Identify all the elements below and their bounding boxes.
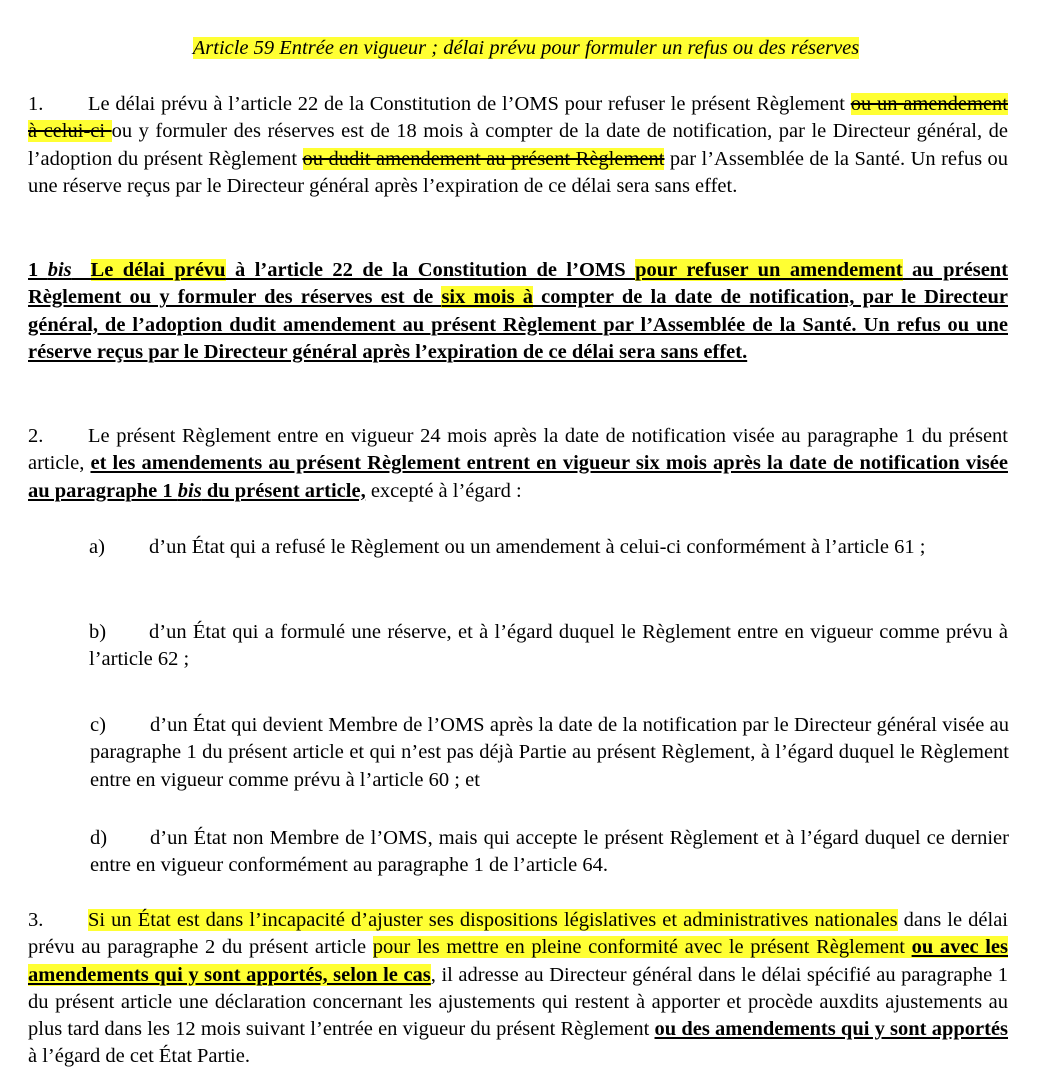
item-a-text: d’un État qui a refusé le Règlement ou un amendement à celui-ci conformément à l’article 61 ; [149, 536, 926, 558]
article-title-text: Article 59 Entrée en vigueur ; délai prévu pour formuler un refus ou des réserves [192, 37, 860, 59]
p1-deleted-2: ou dudit amendement au présent Règlement [302, 147, 665, 170]
paragraph-3-number: 3. [28, 909, 44, 931]
item-d-text: d’un État non Membre de l’OMS, mais qui accepte le présent Règlement et à l’égard duquel ce dernier entre en vigueur conformément au paragraphe 1 de l’article 64. [90, 827, 1009, 877]
paragraph-2-number: 2. [28, 425, 44, 447]
item-b-label: b) [89, 621, 107, 643]
p2-insert-1: et les amendements au présent Règlement entrent en vigueur six mois après la date de notification visée au paragraphe 1 [28, 452, 1008, 502]
item-a-label: a) [89, 536, 105, 558]
paragraph-3 [28, 907, 1008, 1071]
p1-deleted-1: ou un amendement à celui-ci [28, 93, 1009, 143]
p3-text-1: dans le délai prévu au paragraphe 2 du présent article [28, 909, 1008, 959]
p3-insert: ou des amendements qui y sont apportés [654, 1018, 1008, 1041]
item-c-text: d’un État qui devient Membre de l’OMS après la date de la notification par le Directeur général visée au paragraphe 1 du présent article et qui n’est pas déjà Partie au présent Règlement, à l’égard duquel le Règlement entre en vigueur comme prévu à l’article 60 ; et [90, 714, 1009, 791]
p1bis-text-2: à l’article 22 de la Constitution de l’OMS [225, 259, 636, 281]
paragraph-1-number: 1. [28, 93, 44, 115]
p2-text-1: Le présent Règlement entre en vigueur 24 mois après la date de notification visée au paragraphe 1 du présent article, [28, 425, 1008, 475]
p3-text-3: à l’égard de cet État Partie. [28, 1045, 250, 1068]
p2-insert-2: du présent article, [201, 479, 366, 502]
p3-highlight-1: Si un État est dans l’incapacité d’ajuster ses dispositions législatives et administratives nationales [88, 909, 898, 931]
item-b-text: d’un État qui a formulé une réserve, et à l’égard duquel le Règlement entre en vigueur comme prévu à l’article 62 ; [89, 621, 1008, 671]
item-d [90, 825, 1009, 880]
p2-text-2: excepté à l’égard : [365, 479, 522, 502]
item-a [89, 534, 1008, 561]
p1bis-highlight-3: six mois à [441, 286, 533, 309]
p1bis-highlight-2: pour refuser un amendement [635, 259, 903, 281]
article-title [0, 35, 1052, 61]
p2-insert-bis: bis [177, 479, 202, 502]
p3-text-2: , il adresse au Directeur général dans le délai spécifié au paragraphe 1 du présent article une déclaration concernant les ajustements qui restent à apporter et procède auxdits ajustements au plus tard dans les 12 mois suivant l’entrée en vigueur du présent Règlement [28, 963, 1008, 1041]
p3-highlight-insert: ou avec les amendements qui y sont apportés, selon le cas [28, 936, 1008, 986]
p1bis-num-italic: bis [47, 259, 72, 281]
p1-text-1: Le délai prévu à l’article 22 de la Constitution de l’OMS pour refuser le présent Règlement [88, 93, 851, 115]
paragraph-1-bis [28, 257, 1008, 366]
item-c-label: c) [90, 714, 106, 736]
p1bis-text-6: compter de la date de notification, par le Directeur général, de l’adoption dudit amendement au présent Règlement par l’Assemblée de la Santé. Un refus ou une réserve reçus par le Directeur général après l’expiration de ce délai sera sans effet. [28, 286, 1008, 363]
p3-highlight-2: pour les mettre en pleine conformité avec le présent Règlement [372, 936, 912, 959]
item-c [90, 712, 1009, 794]
p1-text-2: ou y formuler des réserves est de 18 mois à compter de la date de notification, par le Directeur général, de l’adoption du présent Règlement [28, 120, 1008, 170]
paragraph-1 [28, 91, 1008, 200]
p1-text-3: par l’Assemblée de la Santé. Un refus ou une réserve reçus par le Directeur général après l’expiration de ce délai sera sans effet. [28, 147, 1008, 197]
p1bis-text-4: au présent Règlement ou y formuler des réserves est de [28, 259, 1009, 309]
paragraph-2 [28, 423, 1008, 505]
p1bis-num: 1 [28, 259, 48, 281]
item-b [89, 619, 1008, 674]
item-d-label: d) [90, 827, 108, 849]
p1bis-number [28, 259, 72, 281]
p1bis-highlight-1: Le délai prévu [90, 259, 226, 281]
